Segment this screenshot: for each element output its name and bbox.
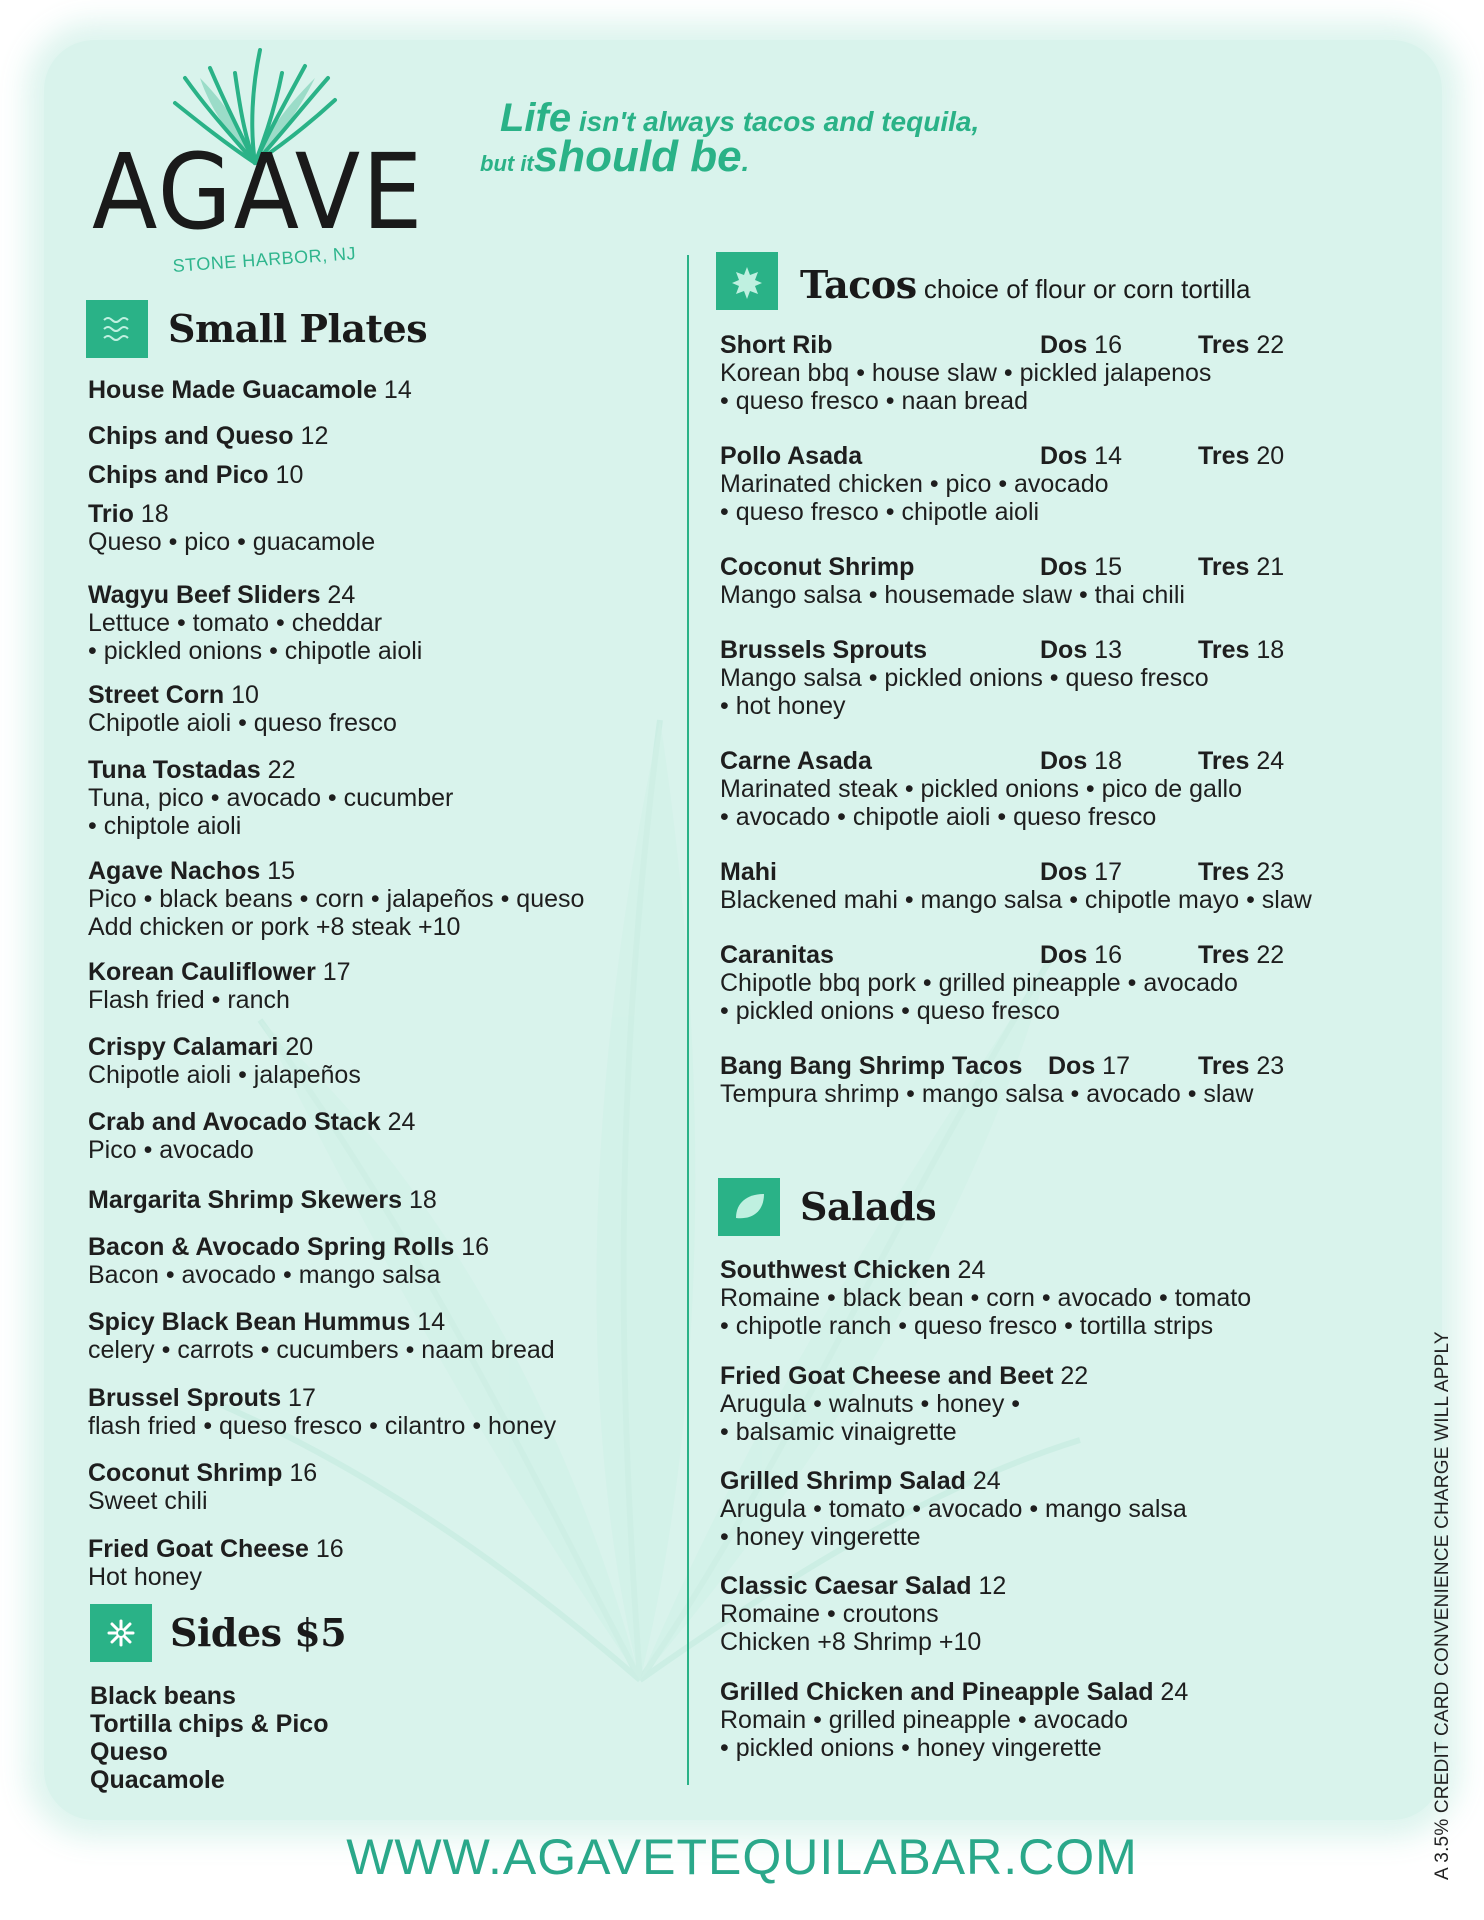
tagline-should: should be xyxy=(533,132,742,181)
tres-price: Tres 21 xyxy=(1198,553,1285,581)
list-item: Quacamole xyxy=(90,1766,225,1794)
salad-item: Southwest Chicken 24 Romaine • black bean • corn • avocado • tomato • chipotle ranch • queso fresco • tortilla strips xyxy=(720,1256,1252,1340)
menu-item: Bacon & Avocado Spring Rolls 16 Bacon • avocado • mango salsa xyxy=(88,1233,490,1289)
waves-icon xyxy=(86,300,148,358)
taco-item: Brussels Sprouts Mango salsa • pickled onions • queso fresco • hot honey xyxy=(720,636,1209,720)
taco-item: Short Rib Korean bbq • house slaw • pickled jalapenos • queso fresco • naan bread xyxy=(720,331,1212,415)
menu-item: Crab and Avocado Stack 24 Pico • avocado xyxy=(88,1108,416,1164)
menu-item: Agave Nachos 15 Pico • black beans • corn • jalapeños • queso Add chicken or pork +8 steak +10 xyxy=(88,857,585,941)
menu-item: Crispy Calamari 20 Chipotle aioli • jalapeños xyxy=(88,1033,361,1089)
list-item: Black beans xyxy=(90,1682,236,1710)
taco-item: Pollo Asada Marinated chicken • pico • avocado • queso fresco • chipotle aioli xyxy=(720,442,1109,526)
tres-price: Tres 20 xyxy=(1198,442,1285,470)
tres-price: Tres 24 xyxy=(1198,747,1285,775)
tacos-title: Tacos choice of flour or corn tortilla xyxy=(800,262,1251,307)
menu-item: Tuna Tostadas 22 Tuna, pico • avocado • cucumber • chiptole aioli xyxy=(88,756,454,840)
dos-price: Dos 17 xyxy=(1048,1052,1130,1080)
dos-price: Dos 18 xyxy=(1040,747,1122,775)
menu-item: Wagyu Beef Sliders 24 Lettuce • tomato • cheddar • pickled onions • chipotle aioli xyxy=(88,581,423,665)
tres-price: Tres 22 xyxy=(1198,331,1285,359)
menu-item: Chips and Queso 12 xyxy=(88,422,329,450)
menu-item: Chips and Pico 10 xyxy=(88,461,304,489)
small-plates-title: Small Plates xyxy=(168,306,428,351)
tacos-subtitle: choice of flour or corn tortilla xyxy=(916,274,1251,304)
taco-item: Mahi Blackened mahi • mango salsa • chipotle mayo • slaw xyxy=(720,858,1312,914)
sides-list xyxy=(90,1682,328,1794)
taco-item: Coconut Shrimp Mango salsa • housemade slaw • thai chili xyxy=(720,553,1185,609)
salad-item: Classic Caesar Salad 12 Romaine • croutons Chicken +8 Shrimp +10 xyxy=(720,1572,1007,1656)
salad-item: Fried Goat Cheese and Beet 22 Arugula • walnuts • honey • • balsamic vinaigrette xyxy=(720,1362,1089,1446)
brand-location: STONE HARBOR, NJ xyxy=(172,243,357,276)
tres-price: Tres 22 xyxy=(1198,941,1285,969)
tres-price: Tres 23 xyxy=(1198,858,1285,886)
dos-price: Dos 17 xyxy=(1040,858,1122,886)
sides-title: Sides $5 xyxy=(170,1610,347,1655)
tagline-life: Life xyxy=(500,96,572,140)
tagline-dot: . xyxy=(741,146,750,177)
menu-item: Coconut Shrimp 16 Sweet chili xyxy=(88,1459,318,1515)
dos-price: Dos 16 xyxy=(1040,331,1122,359)
tagline-rest: isn't always tacos and tequila, xyxy=(571,106,980,137)
list-item: Queso xyxy=(90,1738,168,1766)
menu-item: Fried Goat Cheese 16 Hot honey xyxy=(88,1535,344,1591)
dos-price: Dos 16 xyxy=(1040,941,1122,969)
tres-price: Tres 18 xyxy=(1198,636,1285,664)
credit-card-note: A 3.5% CREDIT CARD CONVENIENCE CHARGE WILL APPLY xyxy=(1432,1331,1453,1880)
taco-item: Bang Bang Shrimp Tacos Tempura shrimp • mango salsa • avocado • slaw xyxy=(720,1052,1254,1108)
list-item: Tortilla chips & Pico xyxy=(90,1710,329,1738)
column-divider xyxy=(687,255,689,1785)
leaf-icon xyxy=(718,1178,780,1236)
salad-item: Grilled Chicken and Pineapple Salad 24 Romain • grilled pineapple • avocado • pickled onions • honey vingerette xyxy=(720,1678,1189,1762)
menu-item: Margarita Shrimp Skewers 18 xyxy=(88,1186,437,1214)
menu-item: Spicy Black Bean Hummus 14 celery • carrots • cucumbers • naam bread xyxy=(88,1308,555,1364)
star-icon xyxy=(716,252,778,310)
dos-price: Dos 15 xyxy=(1040,553,1122,581)
taco-item: Carne Asada Marinated steak • pickled onions • pico de gallo • avocado • chipotle aioli • queso fresco xyxy=(720,747,1242,831)
brand-name: AGAVE xyxy=(92,131,425,253)
tagline-butit: but it xyxy=(480,151,534,176)
menu-item: House Made Guacamole 14 xyxy=(88,376,412,404)
menu-item: Street Corn 10 Chipotle aioli • queso fresco xyxy=(88,681,397,737)
flower-icon xyxy=(90,1604,152,1662)
dos-price: Dos 13 xyxy=(1040,636,1122,664)
salads-title: Salads xyxy=(800,1184,937,1229)
tres-price: Tres 23 xyxy=(1198,1052,1285,1080)
menu-item: Brussel Sprouts 17 flash fried • queso fresco • cilantro • honey xyxy=(88,1384,557,1440)
website-url: WWW.AGAVETEQUILABAR.COM xyxy=(346,1829,1138,1885)
menu-item: Trio 18 Queso • pico • guacamole xyxy=(88,500,376,556)
dos-price: Dos 14 xyxy=(1040,442,1122,470)
taco-item: Caranitas Chipotle bbq pork • grilled pineapple • avocado • pickled onions • queso fresco xyxy=(720,941,1238,1025)
menu-item: Korean Cauliflower 17 Flash fried • ranch xyxy=(88,958,351,1014)
salad-item: Grilled Shrimp Salad 24 Arugula • tomato • avocado • mango salsa • honey vingerette xyxy=(720,1467,1187,1551)
